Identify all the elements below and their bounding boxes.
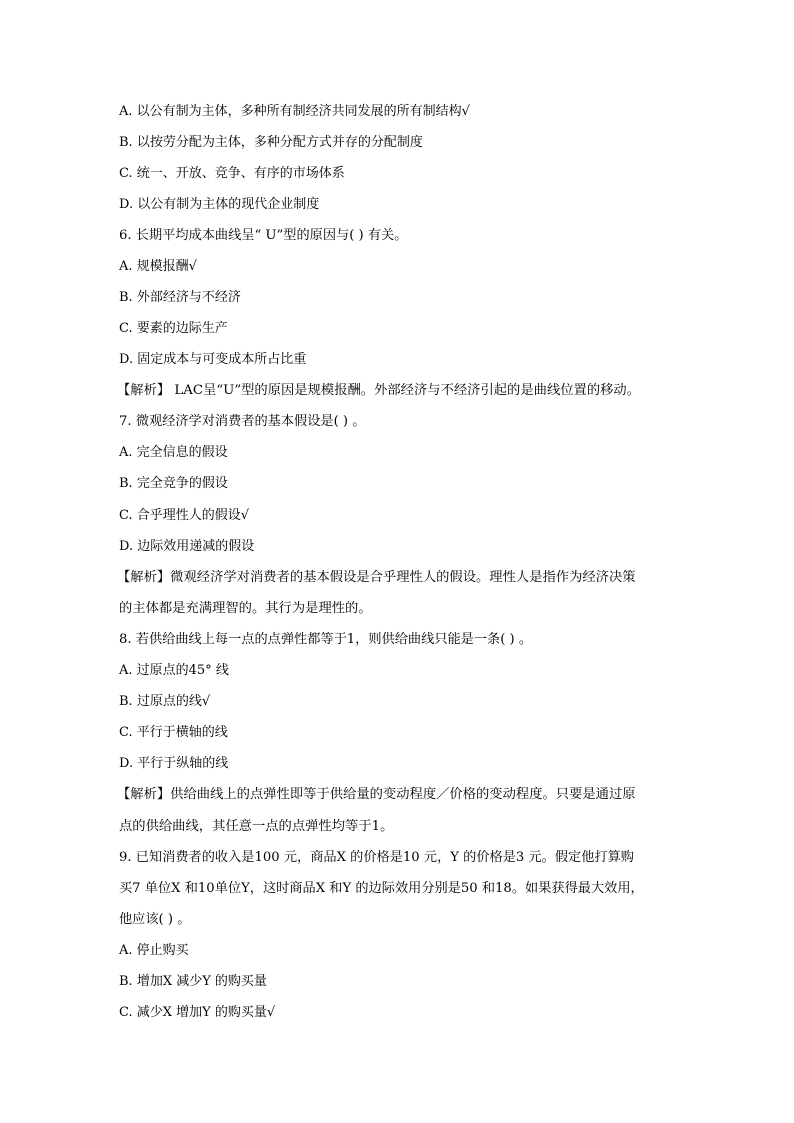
option-line: D. 平行于纵轴的线 bbox=[119, 756, 229, 771]
explanation-line: 点的供给曲线，其任意一点的点弹性均等于1。 bbox=[119, 819, 394, 834]
question-line: 8. 若供给曲线上每一点的点弹性都等于1，则供给曲线只能是一条( ) 。 bbox=[119, 632, 533, 647]
option-line: C. 减少X 增加Y 的购买量√ bbox=[119, 1005, 276, 1020]
option-line: D. 固定成本与可变成本所占比重 bbox=[119, 352, 307, 367]
explanation-line: 【解析】微观经济学对消费者的基本假设是合乎理性人的假设。理性人是指作为经济决策 bbox=[117, 570, 636, 585]
explanation-line: 的主体都是充满理智的。其行为是理性的。 bbox=[119, 601, 372, 616]
question-line: 7. 微观经济学对消费者的基本假设是( ) 。 bbox=[119, 414, 366, 429]
option-line: C. 要素的边际生产 bbox=[119, 321, 228, 336]
option-line: C. 统一、开放、竞争、有序的市场体系 bbox=[119, 166, 345, 181]
option-line: B. 完全竞争的假设 bbox=[119, 476, 228, 491]
option-line: D. 以公有制为主体的现代企业制度 bbox=[119, 197, 320, 212]
option-line: C. 平行于横轴的线 bbox=[119, 725, 228, 740]
question-line: 他应该( ) 。 bbox=[119, 912, 191, 927]
option-line: B. 过原点的线√ bbox=[119, 694, 211, 709]
question-line: 6. 长期平均成本曲线呈“ U”型的原因与( ) 有关。 bbox=[119, 228, 408, 243]
option-line: C. 合乎理性人的假设√ bbox=[119, 508, 250, 523]
option-line: B. 以按劳分配为主体，多种分配方式并存的分配制度 bbox=[119, 135, 423, 150]
option-line: B. 外部经济与不经济 bbox=[119, 290, 241, 305]
option-line: A. 规模报酬√ bbox=[119, 259, 197, 274]
question-line: 买7 单位X 和10单位Y，这时商品X 和Y 的边际效用分别是50 和18。如果获得最大效用， bbox=[119, 881, 644, 896]
explanation-line: 【解析】 LAC呈“U”型的原因是规模报酬。外部经济与不经济引起的是曲线位置的移动。 bbox=[117, 383, 641, 398]
option-line: A. 停止购买 bbox=[119, 943, 189, 958]
option-line: A. 完全信息的假设 bbox=[119, 445, 228, 460]
option-line: A. 过原点的45° 线 bbox=[119, 663, 229, 678]
option-line: A. 以公有制为主体，多种所有制经济共同发展的所有制结构√ bbox=[119, 104, 470, 119]
option-line: B. 增加X 减少Y 的购买量 bbox=[119, 974, 267, 989]
option-line: D. 边际效用递减的假设 bbox=[119, 539, 255, 554]
question-line: 9. 已知消费者的收入是100 元，商品X 的价格是10 元，Y 的价格是3 元。假定他打算购 bbox=[119, 850, 634, 865]
explanation-line: 【解析】供给曲线上的点弹性即等于供给量的变动程度／价格的变动程度。只要是通过原 bbox=[117, 787, 636, 802]
